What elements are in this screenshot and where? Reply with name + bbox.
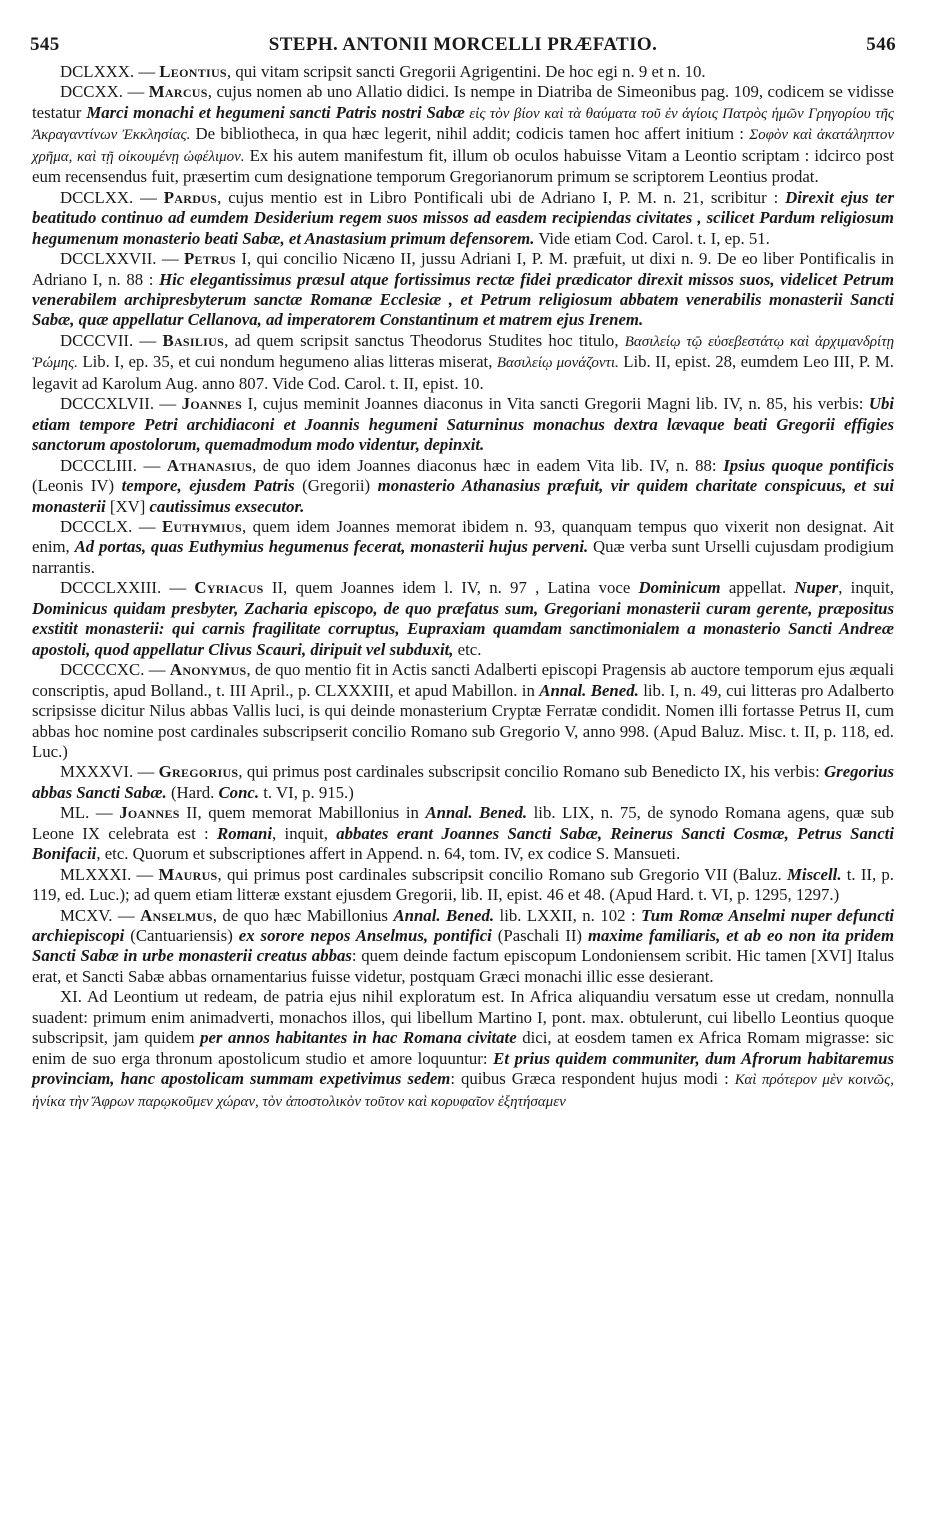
entry-year: DCCXX. (60, 82, 123, 102)
italic-quote: monasterio Athanasius præfuit, vir quidem charitate conspicuus, et sui monasterii (32, 476, 894, 516)
text-run: Ad Leontium ut redeam, de patria ejus nihil exploratum est. In Africa aliquandiu versatum esse ut credam, nonnulla suadent: primum enim animadverti, monachos illos, qui libellum Martino I, pont. max. obtulerunt, cui libello Leontius quoque subscripsit, jam quidem (32, 987, 894, 1048)
text-run: : quibus Græca respondent hujus modi : (450, 1069, 735, 1089)
abbot-name: Maurus (158, 864, 218, 884)
italic-quote: Hic elegantissimus præsul atque fortissimus rectæ fidei prædicator direxit missos suos, videlicet Petrum venerabilem archipresbyterum sanctæ Romanæ Ecclesiæ , et Petrum religiosum abbatem venerabilis monasterii Sancti Sabæ, quæ appellatur Cellanova, ad imperatorem Constantinum et matrem ejus Irenem. (32, 269, 894, 330)
entry-year: MLXXXI. (60, 864, 132, 884)
entry-year: MXXXVI. (60, 762, 134, 782)
text-run: Lib. I, ep. 35, et cui nondum hegumeno alias litteras miserat, (77, 352, 497, 372)
italic-quote: Annal. Bened. (539, 680, 639, 700)
text-run: I, qui concilio Nicæno II, jussu Adriani I, P. M. præfuit, ut dixi n. 9. De eo liber Pontificalis in Adriano I, n. 88 : (32, 249, 894, 289)
italic-quote: Romani (217, 823, 273, 843)
text-run: (Cantuariensis) (124, 926, 239, 946)
entry-year: DCCCVII. (60, 330, 134, 350)
text-run: etc. (453, 639, 482, 659)
greek-text: Βασιλείῳ τῷ εὐσεβεστάτῳ καὶ ἀρχιμανδρίτῃ Ῥώμης. (32, 333, 895, 372)
italic-quote: Dominicum (638, 578, 721, 598)
abbot-name: Joannes (119, 803, 180, 823)
text-run: (Gregorii) (294, 476, 378, 496)
abbot-name: Joannes (181, 394, 243, 414)
text-run: (Paschali II) (491, 926, 588, 946)
section-number: XI. (60, 987, 82, 1007)
text-run: lib. LXXII, n. 102 : (494, 905, 642, 925)
catalog-entry: DCCLXXVII. — Petrus I, qui concilio Nicæno II, jussu Adriani I, P. M. præfuit, ut dixi n. 9. De eo liber Pontificalis in Adriano I, n. 88 : Hic elegantissimus præsul atque fortissimus rectæ fidei prædicator direxit missos suos, videlicet Petrum venerabilem archipresbyterum sanctæ Romanæ Ecclesiæ , et Petrum religiosum abbatem venerabilis monasterii Sancti Sabæ, quæ appellatur Cellanova, ad imperatorem Constantinum et matrem ejus Irenem. (32, 249, 894, 330)
abbot-name: Athanasius (166, 455, 253, 475)
text-run: , etc. Quorum et subscriptiones affert in Append. n. 64, tom. IV, ex codice S. Mansueti. (96, 844, 681, 864)
text-body (32, 62, 894, 1112)
text-run: I, cujus meminit Joannes diaconus in Vita sancti Gregorii Magni lib. IV, n. 85, his verbis: (242, 394, 869, 414)
italic-quote: Annal. Bened. (393, 905, 495, 925)
entry-year: DCCLXX. (60, 187, 134, 207)
entry-year: DCCCXLVII. (60, 394, 155, 414)
abbot-name: Petrus (183, 249, 237, 269)
italic-quote: maxime familiaris, et ab eo non ita pridem Sancti Sabæ in urbe monasterii creatus abbas (32, 926, 895, 966)
entry-year: ML. (60, 803, 90, 823)
text-run: : quem deinde factum episcopum Londoniensem scribit. Hic tamen [XVI] Italus erat, et Sancti Sabæ abbas ornamentarius fuisse videtur, postquam Græci monachi illic esse desierant. (32, 946, 894, 986)
italic-quote: Ipsius quoque pontificis (723, 455, 894, 475)
catalog-entry: DCCCLX. — Euthymius, quem idem Joannes memorat ibidem n. 93, quanquam tempus quo vixerit non designat. Ait enim, Ad portas, quas Euthymius hegumenus fecerat, monasterii hujus perveni. Quæ verba sunt Urselli cujusdam prodigium narrantis. (32, 516, 895, 577)
catalog-entry: DCCCCXC. — Anonymus, de quo mentio fit in Actis sancti Adalberti episcopi Pragensis ab auctore temporum ejus æquali conscriptis, apud Bolland., t. III April., p. CLXXXIII, et apud Mabillon. in Annal. Bened. lib. I, n. 49, cui litteras pro Adalberto scripsisse dicitur Nilus abbas Vallis luci, is qui deinde monasterium Cryptæ Ferratæ condidit. Nomen illi fortasse Petrus II, cum abbas hoc nomine post cardinales subscripserit concilio Romano sub Gregorio V, anno 998. (Apud Baluz. Misc. t. II, p. 118, ed. Luc.) (32, 660, 895, 761)
italic-quote: ex sorore nepos Anselmus, pontifici (238, 926, 492, 946)
text-run: (Leonis IV) (32, 476, 122, 496)
entry-year: DCLXXX. (60, 62, 135, 81)
greek-text: Βασιλείῳ μονάζοντι. (496, 355, 619, 372)
text-run: , cujus mentio est in Libro Pontificali ubi de Adriano I, P. M. n. 21, scribitur : (217, 187, 786, 207)
text-run: , qui primus post cardinales subscripsit concilio Romano sub Benedicto IX, his verbis: (238, 762, 825, 782)
section-paragraph (32, 987, 894, 1112)
italic-quote: Direxit ejus ter beatitudo continuo ad eumdem Desiderium regem suos missos ad easdem recipiendas civitates , scilicet Pardum religiosum hegumenum monasterio beati Sabæ, et Anastasium primum defensorem. (32, 187, 894, 248)
text-run: lib. I, n. 49, cui litteras pro Adalberto scripsisse dicitur Nilus abbas Vallis luci, is qui deinde monasterium Cryptæ Ferratæ condidit. Nomen illi fortasse Petrus II, cum abbas hoc nomine post cardinales subscripserit concilio Romano sub Gregorio V, anno 998. (Apud Baluz. Misc. t. II, p. 118, ed. Luc.) (32, 680, 894, 761)
running-header (30, 34, 896, 60)
italic-quote: Ubi etiam tempore Petri archidiaconi et Joannis hegumeni Saturninus monachus dextra lævaque beati Gregorii effigies sanctorum apostolorum, quemadmodum modo videntur, depinxit. (32, 394, 894, 455)
text-run: lib. LIX, n. 75, de synodo Romana agens, quæ sub Leone IX celebrata est : (32, 803, 895, 843)
text-run: , de quo idem Joannes diaconus hæc in eadem Vita lib. IV, n. 88: (252, 455, 724, 475)
abbot-name: Gregorius (158, 762, 239, 782)
text-run: Lib. II, epist. 28, eumdem Leo III, P. M. legavit ad Karolum Aug. anno 807. Vide Cod. Carol. t. II, epist. 10. (32, 352, 894, 393)
text-run: De bibliotheca, in qua hæc legerit, nihil addit; codicis tamen hoc affert initium : (190, 124, 750, 144)
entry-year: MCXV. (60, 905, 113, 925)
text-run: , ad quem scripsit sanctus Theodorus Studites hoc titulo, (224, 330, 625, 350)
catalog-entry: DCCXX. — Marcus, cujus nomen ab uno Allatio didici. Is nempe in Diatriba de Simeonibus pag. 109, codicem se vidisse testatur Marci monachi et hegumeni sancti Patris nostri Sabæ εἰς τὸν βίον καὶ τὰ θαύματα τοῦ ἐν ἁγίοις Πατρὸς ἡμῶν Γρηγορίου τῆς Ἀκραγαντίνων Ἐκκλησίας. De bibliotheca, in qua hæc legerit, nihil addit; codicis tamen hoc affert initium : Σοφὸν καὶ ἀκατάληπτον χρῆμα, καὶ τῇ οἰκουμένῃ ὠφέλιμον. Ex his autem manifestum fit, illum ob oculos habuisse Vitam a Leontio scriptam : idcirco post eum recensendus fuit, præsertim cum designatione temporum Gregorianorum primum se scriptorem Leontius prodat. (32, 82, 895, 187)
text-run: , cujus nomen ab uno Allatio didici. Is nempe in Diatriba de Simeonibus pag. 109, codicem se vidisse testatur (32, 82, 895, 122)
abbot-name: Anselmus (140, 905, 213, 925)
abbot-name: Cyriacus (194, 578, 264, 598)
catalog-entry: MCXV. — Anselmus, de quo hæc Mabillonius Annal. Bened. lib. LXXII, n. 102 : Tum Romæ Anselmi nuper defuncti archiepiscopi (Cantuariensis) ex sorore nepos Anselmus, pontifici (Paschali II) maxime familiaris, et ab eo non ita pridem Sancti Sabæ in urbe monasterii creatus abbas: quem deinde factum episcopum Londoniensem scribit. Hic tamen [XVI] Italus erat, et Sancti Sabæ abbas ornamentarius fuisse videtur, postquam Græci monachi illic esse desierant. (32, 905, 895, 986)
page-number-right: 546 (866, 34, 896, 55)
text-run: , de quo mentio fit in Actis sancti Adalberti episcopi Pragensis ab auctore temporum ejus æquali conscriptis, apud Bolland., t. III April., p. CLXXXIII, et apud Mabillon. in (32, 660, 895, 700)
italic-quote: Et prius quidem communiter, dum Afrorum habitaremus provinciam, hanc apostolicam summam expetivimus sedem (32, 1048, 894, 1089)
abbot-name: Leontius (159, 62, 227, 81)
text-run: t. II, p. 119, ed. Luc.); ad quem etiam litteræ exstant ejusdem Gregorii, lib. II, epist. 46 et 48. (Apud Hard. t. VI, p. 1295, 1297.) (32, 864, 895, 905)
greek-text: Καὶ πρότερον μὲν κοινῶς, ἡνίκα τὴν Ἄφρων παρῳκοῦμεν χώραν, τὸν ἀποστολικὸν τοῦτον καὶ κορυφαῖον ἐξητήσαμεν (32, 1072, 894, 1110)
entry-year: DCCCLXXIII. (60, 578, 162, 598)
catalog-entry: DCCCXLVII. — Joannes I, cujus meminit Joannes diaconus in Vita sancti Gregorii Magni lib. IV, n. 85, his verbis: Ubi etiam tempore Petri archidiaconi et Joannis hegumeni Saturninus monachus dextra lævaque beati Gregorii effigies sanctorum apostolorum, quemadmodum modo videntur, depinxit. (32, 394, 894, 455)
italic-quote: Dominicus quidam presbyter, Zacharia episcopo, de quo præfatus sum, Gregoriani monasterii curam gerente, præpositus exstitit monasterii: qui carnis fragilitate corruptus, Eupraxiam quamdam sanctimonialem a monasterio Sancti Andreæ apostoli, quod appellatur Clivus Scauri, diripuit vel subduxit, (32, 598, 894, 659)
running-title: STEPH. ANTONII MORCELLI PRÆFATIO. (268, 34, 658, 55)
abbot-name: Basilius (162, 330, 225, 350)
italic-quote: Ad portas, quas Euthymius hegumenus fecerat, monasterii hujus perveni. (74, 537, 589, 557)
italic-quote: per annos habitantes in hac Romana civitate (200, 1028, 517, 1048)
text-run: II, quem Joannes idem l. IV, n. 97 , Latina voce (263, 578, 639, 598)
catalog-entry: MXXXVI. — Gregorius, qui primus post cardinales subscripsit concilio Romano sub Benedicto IX, his verbis: Gregorius abbas Sancti Sabæ. (Hard. Conc. t. VI, p. 915.) (32, 762, 894, 802)
text-run: [XV] (105, 496, 150, 516)
greek-text: Σοφὸν καὶ ἀκατάληπτον χρῆμα, καὶ τῇ οἰκουμένῃ ὠφέλιμον. (32, 127, 895, 165)
italic-quote: Nuper (794, 578, 839, 598)
greek-text: εἰς τὸν βίον καὶ τὰ θαύματα τοῦ ἐν ἁγίοις Πατρὸς ἡμῶν Γρηγορίου τῆς Ἀκραγαντίνων Ἐκκλησίας. (32, 105, 894, 144)
text-run: , inquit, (272, 823, 337, 843)
text-run: , qui vitam scripsit sancti Gregorii Agrigentini. De hoc egi n. 9 et n. 10. (226, 62, 706, 81)
catalog-entry: DCCLXX. — Pardus, cujus mentio est in Libro Pontificali ubi de Adriano I, P. M. n. 21, scribitur : Direxit ejus ter beatitudo continuo ad eumdem Desiderium regem suos missos ad easdem recipiendas civitates , scilicet Pardum religiosum hegumenum monasterio beati Sabæ, et Anastasium primum defensorem. Vide etiam Cod. Carol. t. I, ep. 51. (32, 187, 894, 248)
text-run: II, quem memorat Mabillonius in (179, 803, 426, 823)
text-run: (Hard. (166, 782, 219, 802)
catalog-entry: DCCCLIII. — Athanasius, de quo idem Joannes diaconus hæc in eadem Vita lib. IV, n. 88: Ipsius quoque pontificis (Leonis IV) tempore, ejusdem Patris (Gregorii) monasterio Athanasius præfuit, vir quidem charitate conspicuus, et sui monasterii [XV] cautissimus exsecutor. (32, 455, 894, 516)
italic-quote: Annal. Bened. (425, 803, 528, 823)
abbot-name: Anonymus (169, 660, 247, 680)
catalog-entry: MLXXXI. — Maurus, qui primus post cardinales subscripsit concilio Romano sub Gregorio VII (Baluz. Miscell. t. II, p. 119, ed. Luc.); ad quem etiam litteræ exstant ejusdem Gregorii, lib. II, epist. 46 et 48. (Apud Hard. t. VI, p. 1295, 1297.) (32, 864, 895, 905)
italic-quote: tempore, ejusdem Patris (121, 476, 295, 496)
text-run: Ex his autem manifestum fit, illum ob oculos habuisse Vitam a Leontio scriptam : idcirco post eum recensendus fuit, præsertim cum designatione temporum Gregorianorum primum se scriptorem Leontius prodat. (32, 145, 895, 187)
abbot-name: Pardus (163, 187, 218, 207)
catalog-entry: ML. — Joannes II, quem memorat Mabillonius in Annal. Bened. lib. LIX, n. 75, de synodo Romana agens, quæ sub Leone IX celebrata est : Romani, inquit, abbates erant Joannes Sancti Sabæ, Reinerus Sancti Cosmæ, Petrus Sancti Bonifacii, etc. Quorum et subscriptiones affert in Append. n. 64, tom. IV, ex codice S. Mansueti. (32, 803, 895, 864)
text-run: , qui primus post cardinales subscripsit concilio Romano sub Gregorio VII (Baluz. (217, 864, 787, 884)
text-run: , quem idem Joannes memorat ibidem n. 93, quanquam tempus quo vixerit non designat. Ait enim, (32, 516, 895, 557)
italic-quote: cautissimus exsecutor. (149, 496, 305, 516)
catalog-entry: DCCCLXXIII. — Cyriacus II, quem Joannes idem l. IV, n. 97 , Latina voce Dominicum appellat. Nuper, inquit, Dominicus quidam presbyter, Zacharia episcopo, de quo præfatus sum, Gregoriani monasterii curam gerente, præpositus exstitit monasterii: qui carnis fragilitate corruptus, Eupraxiam quamdam sanctimonialem a monasterio Sancti Andreæ apostoli, quod appellatur Clivus Scauri, diripuit vel subduxit, etc. (32, 578, 895, 659)
italic-quote: abbates erant Joannes Sancti Sabæ, Reinerus Sancti Cosmæ, Petrus Sancti Bonifacii (32, 823, 894, 864)
abbot-name: Euthymius (162, 516, 242, 536)
italic-quote: Gregorius abbas Sancti Sabæ. (32, 762, 894, 802)
text-run: , inquit, (838, 578, 895, 598)
page-number-left: 545 (30, 34, 60, 55)
text-run: appellat. (720, 578, 795, 598)
text-run: t. VI, p. 915.) (259, 782, 354, 802)
entry-year: DCCCLX. (60, 516, 133, 536)
abbot-name: Marcus (148, 82, 208, 102)
entry-year: DCCCLIII. (60, 455, 137, 475)
italic-quote: Conc. (218, 782, 260, 802)
italic-quote: Tum Romæ Anselmi nuper defuncti archiepiscopi (32, 905, 895, 946)
text-run: Vide etiam Cod. Carol. t. I, ep. 51. (534, 228, 770, 248)
entry-year: DCCLXXVII. (60, 249, 157, 269)
text-run: , de quo hæc Mabillonius (212, 905, 394, 925)
entry-year: DCCCCXC. (60, 660, 145, 680)
text-run: Quæ verba sunt Urselli cujusdam prodigium narrantis. (32, 537, 894, 577)
text-run: dici, at eosdem tamen ex Africa Romam migrasse: sic enim de suo erga thronum apostolicum studio et amore loquuntur: (32, 1028, 894, 1068)
catalog-entry: DCLXXX. — Leontius, qui vitam scripsit sancti Gregorii Agrigentini. De hoc egi n. 9 et n. 10. (60, 62, 706, 81)
catalog-entry: DCCCVII. — Basilius, ad quem scripsit sanctus Theodorus Studites hoc titulo, Βασιλείῳ τῷ εὐσεβεστάτῳ καὶ ἀρχιμανδρίτῃ Ῥώμης. Lib. I, ep. 35, et cui nondum hegumeno alias litteras miserat, Βασιλείῳ μονάζοντι. Lib. II, epist. 28, eumdem Leo III, P. M. legavit ad Karolum Aug. anno 807. Vide Cod. Carol. t. II, epist. 10. (32, 330, 895, 393)
italic-quote: Miscell. (786, 864, 842, 884)
italic-quote: Marci monachi et hegumeni sancti Patris nostri Sabæ (86, 102, 465, 122)
